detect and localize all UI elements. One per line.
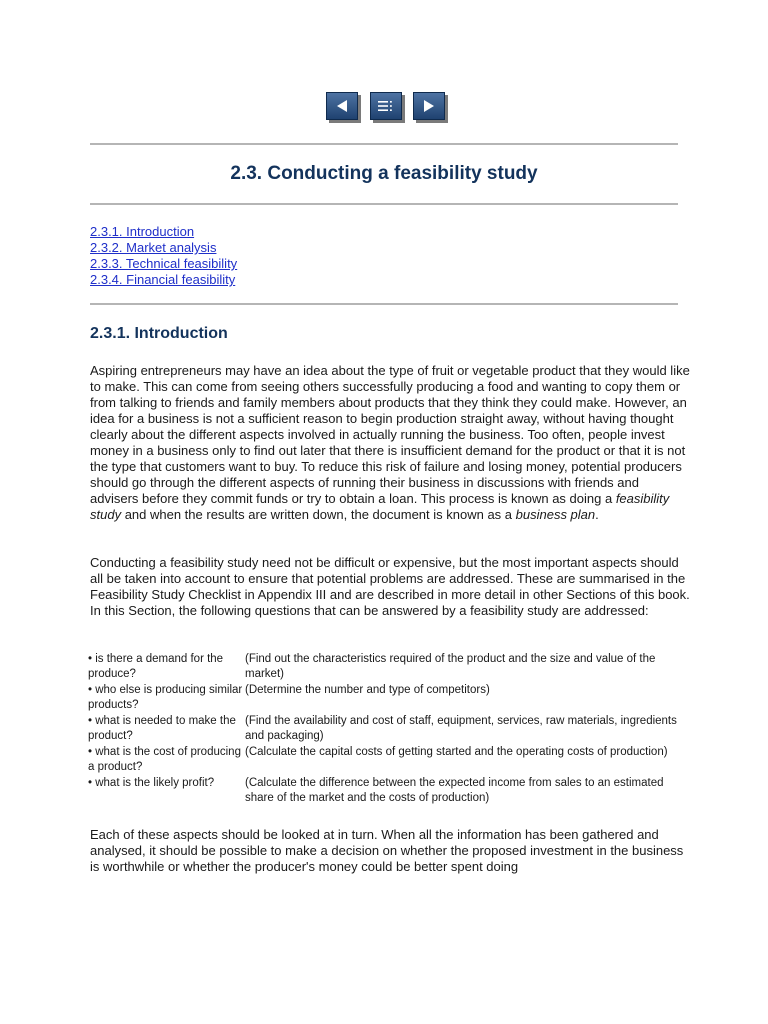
toc-link-introduction[interactable]: 2.3.1. Introduction <box>90 224 195 239</box>
term-business-plan: business plan <box>515 507 596 522</box>
question-cell: • who else is producing similar products? <box>88 684 243 711</box>
divider <box>90 143 678 145</box>
answer-cell: (Determine the number and type of competitors) <box>245 684 490 696</box>
toc-link-technical-feasibility[interactable]: 2.3.3. Technical feasibility <box>90 256 238 271</box>
table-row <box>88 683 680 714</box>
question-cell: • what is the cost of producing a product? <box>88 746 241 773</box>
triangle-left-icon <box>335 99 349 113</box>
triangle-right-icon <box>422 99 436 113</box>
answer-cell: (Find the availability and cost of staff, equipment, services, raw materials, ingredients and packaging) <box>245 715 677 742</box>
table-row <box>88 776 680 807</box>
divider <box>90 303 678 305</box>
list-icon <box>377 99 395 113</box>
table-row <box>88 714 680 745</box>
page-title: 2.3. Conducting a feasibility study <box>230 163 538 184</box>
conclusion-paragraph: Each of these aspects should be looked at in turn. When all the information has been gathered and analysed, it should be possible to make a decision on whether the proposed investment in the business is worthwhile or whether the producer's money could be better spent doing <box>90 827 684 874</box>
toc-link-financial-feasibility[interactable]: 2.3.4. Financial feasibility <box>90 272 236 287</box>
paragraph-text: Aspiring entrepreneurs may have an idea about the type of fruit or vegetable product that they would like to make. This can come from seeing others successfully producing a food and wanting to copy them or from talking to friends and family members about products that they think they could make. However, an idea for a business is not a sufficient reason to begin production straight away, without having thought clearly about the different aspects involved in actually running the business. Too often, people invest money in a business only to find out later that there is insufficient demand for the product or that it is not the type that customers want to buy. To reduce this risk of failure and losing money, potential producers should go through the different aspects of running their business in discussions with friends and advisers before they commit funds or try to obtain a loan. This process is known as doing a <box>90 363 690 506</box>
overview-paragraph: Conducting a feasibility study need not be difficult or expensive, but the most important aspects should all be taken into account to ensure that potential problems are addressed. These are summarised in the Feasibility Study Checklist in Appendix III and are described in more detail in other Sections of this book. In this Section, the following questions that can be answered by a feasibility study are addressed: <box>90 555 690 618</box>
answer-cell: (Calculate the difference between the expected income from sales to an estimated share of the market and the costs of production) <box>245 777 664 804</box>
question-cell: • what is needed to make the product? <box>88 715 236 742</box>
section-heading: 2.3.1. Introduction <box>90 325 228 342</box>
paragraph-text: and when the results are written down, the document is known as a <box>121 507 516 522</box>
table-row <box>88 652 680 683</box>
answer-cell: (Find out the characteristics required of the product and the size and value of the market) <box>245 653 656 680</box>
divider <box>90 203 678 205</box>
question-cell: • what is the likely profit? <box>88 777 215 789</box>
contents-button[interactable] <box>370 92 402 120</box>
table-row <box>88 745 680 776</box>
previous-button[interactable] <box>326 92 358 120</box>
navigation-bar <box>0 92 768 122</box>
introduction-paragraph <box>90 363 690 523</box>
answer-cell: (Calculate the capital costs of getting started and the operating costs of production) <box>245 746 668 758</box>
term-feasibility-study: feasibility study <box>90 491 670 522</box>
paragraph-text: . <box>595 507 599 522</box>
feasibility-questions-table <box>88 652 680 807</box>
table-of-contents <box>90 224 237 288</box>
next-button[interactable] <box>413 92 445 120</box>
toc-link-market-analysis[interactable]: 2.3.2. Market analysis <box>90 240 217 255</box>
question-cell: • is there a demand for the produce? <box>88 653 224 680</box>
